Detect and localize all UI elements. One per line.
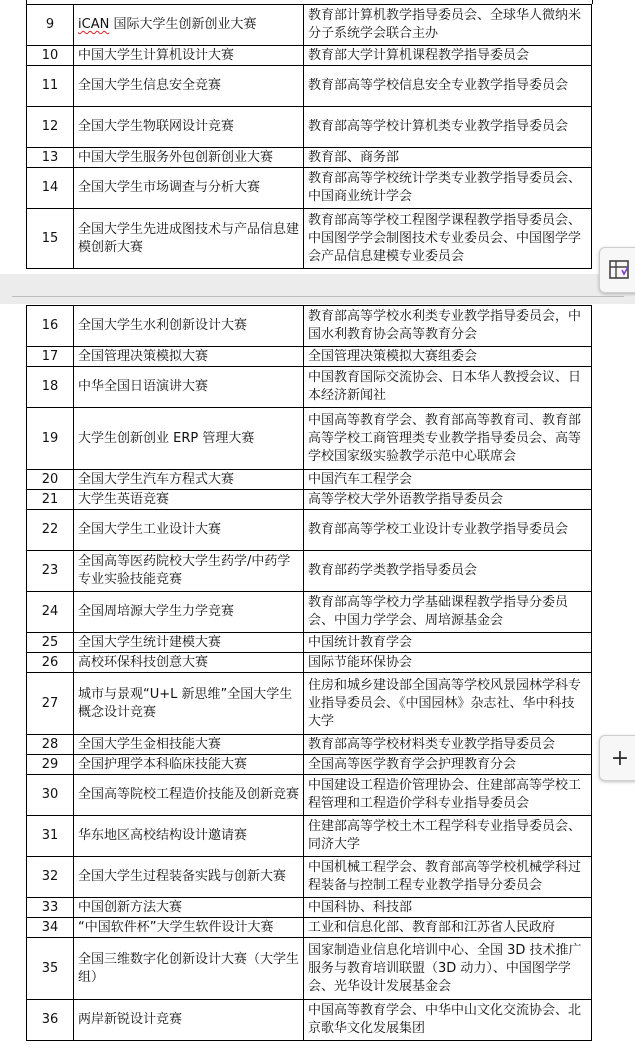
organizer: 教育部高等学校材料类专业教学指导委员会 [304,735,592,755]
organizer: 教育部高等学校计算机类专业教学指导委员会 [304,107,592,148]
row-number: 22 [27,510,74,551]
table-row [27,66,592,107]
competition-name: 中华全国日语演讲大赛 [74,367,304,408]
table-row [27,898,592,918]
organizer: 中国高等教育学会、教育部高等教育司、教育部高等学校工商管理类专业教学指导委员会、高等学校国家级实验教学示范中心联席会 [304,408,592,470]
row-number: 19 [27,408,74,470]
organizer: 高等学校大学外语教学指导委员会 [304,490,592,510]
organizer: 教育部药学类教学指导委员会 [304,551,592,592]
organizer: 中国建设工程造价管理协会、住建部高等学校工程管理和工程造价学科专业指导委员会 [304,775,592,816]
organizer: 教育部高等学校工程图学课程教学指导委员会、中国图学学会制图技术专业委员会、中国图学学会产品信息建模专业委员会 [304,209,592,269]
organizer: 国家制造业信息化培训中心、全国 3D 技术推广服务与教育培训联盟（3D 动力）、中国图学学会、光华设计发展基金会 [304,938,592,1000]
table-row [27,5,592,46]
table-row [27,46,592,66]
row-number: 26 [27,653,74,673]
row-number: 16 [27,306,74,347]
table-row [27,510,592,551]
organizer: 住房和城乡建设部全国高等学校风景园林学科专业指导委员会、《中国园林》杂志社、华中科技大学 [304,673,592,735]
row-number: 28 [27,735,74,755]
row-number: 15 [27,209,74,269]
row-number: 23 [27,551,74,592]
row-number: 31 [27,816,74,857]
row-number: 14 [27,168,74,209]
competition-name: 全国大学生市场调查与分析大赛 [74,168,304,209]
organizer: 工业和信息化部、教育部和江苏省人民政府 [304,918,592,938]
competition-name: 全国大学生工业设计大赛 [74,510,304,551]
table-row [27,775,592,816]
table-row [27,490,592,510]
table-row [27,306,592,347]
competition-name: 城市与景观“U+L 新思维”全国大学生概念设计竞赛 [74,673,304,735]
plus-icon: + [610,745,630,771]
spelling-flag-word: iCAN [78,17,110,32]
table-row [27,735,592,755]
row-number: 13 [27,148,74,168]
competition-name: 全国护理学本科临床技能大赛 [74,755,304,775]
competition-name: 中国创新方法大赛 [74,898,304,918]
table-row [27,470,592,490]
row-number: 30 [27,775,74,816]
competition-table-page-2 [26,305,592,1041]
competition-table-page-1 [26,4,592,269]
competition-name: 大学生创新创业 ERP 管理大赛 [74,408,304,470]
competition-name: 全国大学生先进成图技术与产品信息建模创新大赛 [74,209,304,269]
competition-name: 全国大学生统计建模大赛 [74,633,304,653]
table-row [27,347,592,367]
table-row [27,168,592,209]
row-number: 32 [27,857,74,898]
row-number: 18 [27,367,74,408]
organizer: 全国高等医学教育学会护理教育分会 [304,755,592,775]
table-row [27,148,592,168]
organizer: 教育部计算机教学指导委员会、全球华人微纳米分子系统学会联合主办 [304,5,592,46]
organizer: 教育部、商务部 [304,148,592,168]
competition-name: 全国大学生物联网设计竞赛 [74,107,304,148]
row-number: 21 [27,490,74,510]
table-row [27,209,592,269]
competition-name: 华东地区高校结构设计邀请赛 [74,816,304,857]
organizer: 中国科协、科技部 [304,898,592,918]
organizer: 教育部高等学校统计学类专业教学指导委员会、中国商业统计学会 [304,168,592,209]
competition-name: 大学生英语竞赛 [74,490,304,510]
table-row [27,633,592,653]
row-number: 36 [27,1000,74,1041]
table-row [27,857,592,898]
add-button[interactable] [599,735,635,781]
competition-name: “中国软件杯”大学生软件设计大赛 [74,918,304,938]
organizer: 中国汽车工程学会 [304,470,592,490]
organizer: 教育部大学计算机课程教学指导委员会 [304,46,592,66]
table-row [27,408,592,470]
page-edge-line [12,296,624,297]
row-number: 24 [27,592,74,633]
organizer: 全国管理决策模拟大赛组委会 [304,347,592,367]
competition-name: 两岸新锐设计竞赛 [74,1000,304,1041]
table-row [27,673,592,735]
row-number: 12 [27,107,74,148]
table-row [27,367,592,408]
row-number: 35 [27,938,74,1000]
table-row [27,107,592,148]
organizer: 中国高等教育学会、中华中山文化交流协会、北京歌华文化发展集团 [304,1000,592,1041]
table-row [27,592,592,633]
row-number: 33 [27,898,74,918]
row-number: 17 [27,347,74,367]
competition-name: 全国高等医药院校大学生药学/中药学专业实验技能竞赛 [74,551,304,592]
competition-name: 全国大学生信息安全竞赛 [74,66,304,107]
row-number: 27 [27,673,74,735]
competition-name: 中国大学生计算机设计大赛 [74,46,304,66]
row-number: 11 [27,66,74,107]
organizer: 中国机械工程学会、教育部高等学校机械学科过程装备与控制工程专业教学指导分委员会 [304,857,592,898]
organizer: 住建部高等学校土木工程学科专业指导委员会、同济大学 [304,816,592,857]
organizer: 教育部高等学校信息安全专业教学指导委员会 [304,66,592,107]
competition-name: 中国大学生服务外包创新创业大赛 [74,148,304,168]
competition-name: 高校环保科技创意大赛 [74,653,304,673]
table-icon [608,258,632,282]
row-number: 29 [27,755,74,775]
competition-name: 全国大学生汽车方程式大赛 [74,470,304,490]
competition-name: 全国大学生过程装备实践与创新大赛 [74,857,304,898]
row-number: 9 [27,5,74,46]
table-row [27,653,592,673]
organizer: 中国教育国际交流协会、日本华人教授会议、日本经济新闻社 [304,367,592,408]
competition-name: 全国管理决策模拟大赛 [74,347,304,367]
row-number: 34 [27,918,74,938]
competition-name: iCAN 国际大学生创新创业大赛 [74,5,304,46]
table-row [27,816,592,857]
table-row [27,918,592,938]
table-row [27,755,592,775]
organizer: 教育部高等学校水利类专业教学指导委员会，中国水利教育协会高等教育分会 [304,306,592,347]
table-row [27,551,592,592]
table-row [27,1000,592,1041]
table-row [27,938,592,1000]
row-number: 20 [27,470,74,490]
competition-name: 全国周培源大学生力学竞赛 [74,592,304,633]
table-tool-button[interactable] [599,247,635,293]
page-break-gap [0,274,635,304]
organizer: 国际节能环保协会 [304,653,592,673]
row-number: 10 [27,46,74,66]
competition-name: 全国大学生金相技能大赛 [74,735,304,755]
competition-name: 全国高等院校工程造价技能及创新竞赛 [74,775,304,816]
organizer: 教育部高等学校力学基础课程教学指导分委员会、中国力学学会、周培源基金会 [304,592,592,633]
competition-name: 全国大学生水利创新设计大赛 [74,306,304,347]
organizer: 教育部高等学校工业设计专业教学指导委员会 [304,510,592,551]
competition-name: 全国三维数字化创新设计大赛（大学生组） [74,938,304,1000]
organizer: 中国统计教育学会 [304,633,592,653]
row-number: 25 [27,633,74,653]
